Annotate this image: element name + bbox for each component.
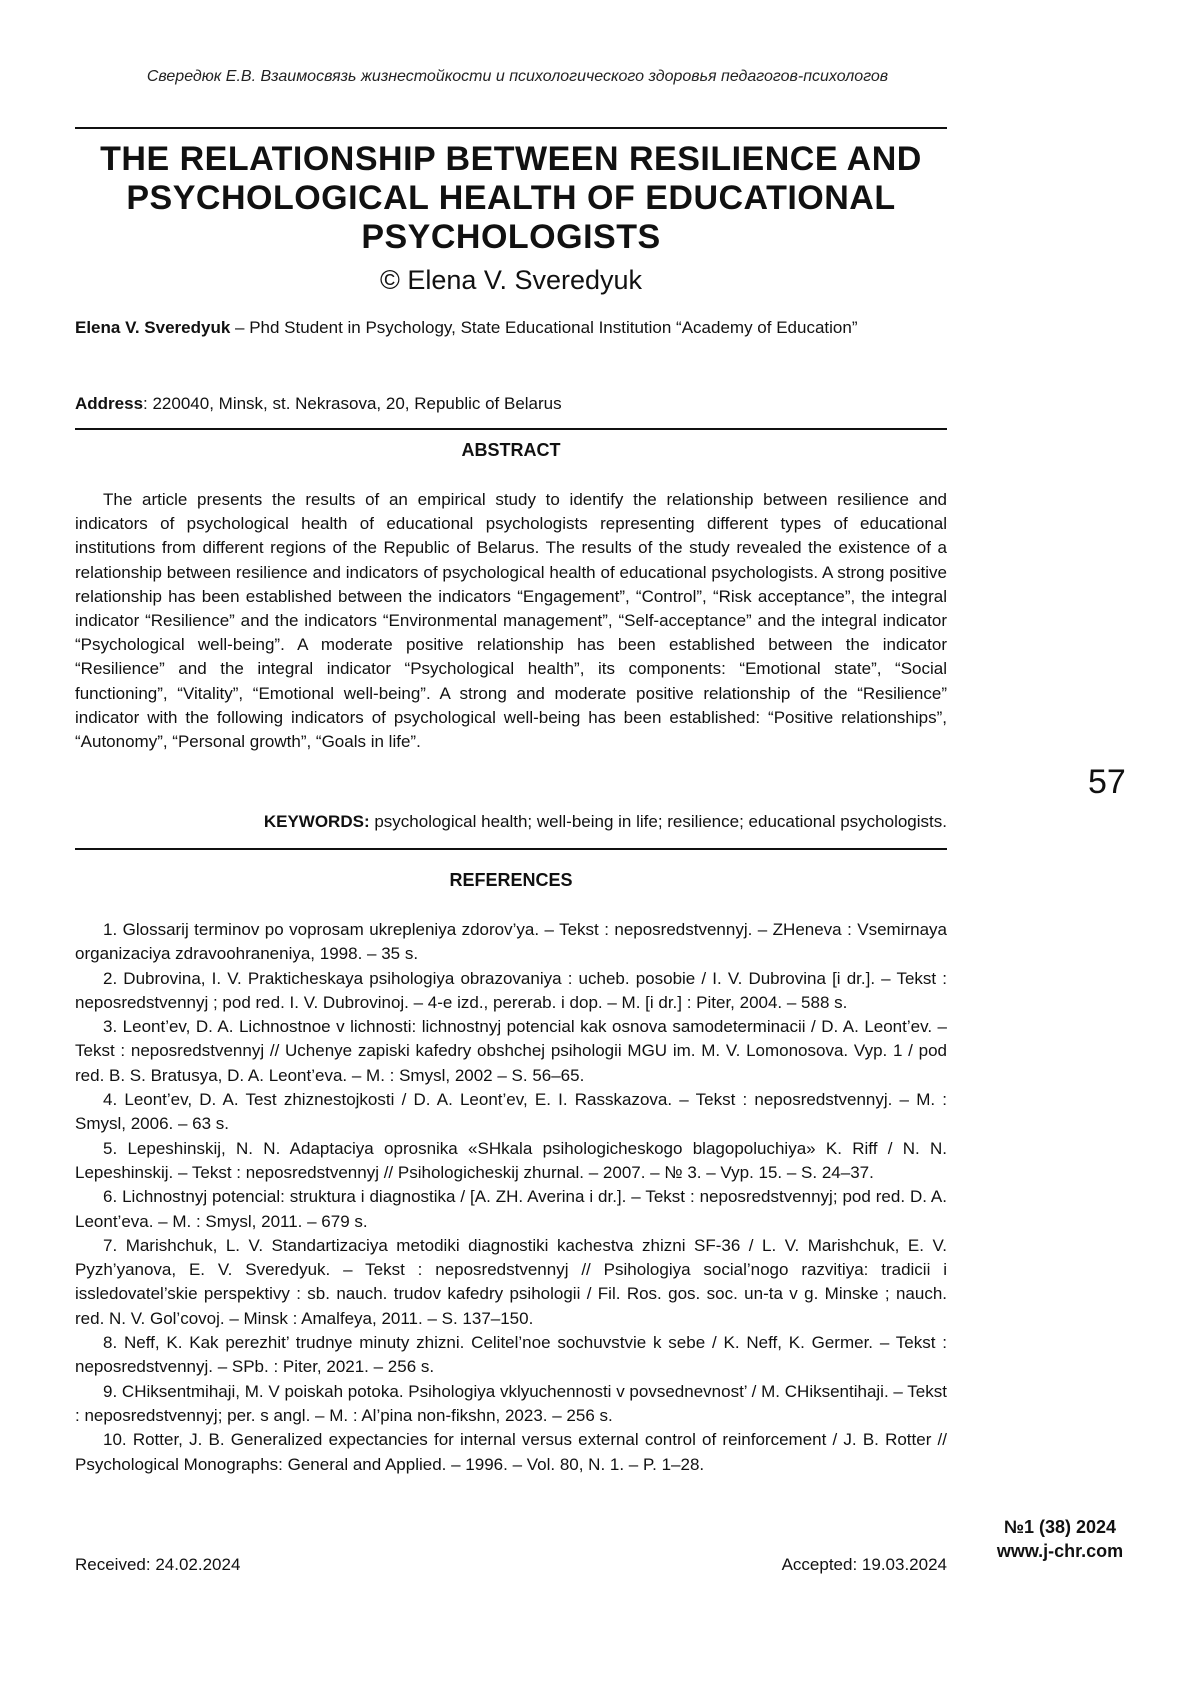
address-text: : 220040, Minsk, st. Nekrasova, 20, Republic of Belarus [143,394,562,413]
accepted-date: Accepted: 19.03.2024 [781,1555,947,1574]
received-date: Received: 24.02.2024 [75,1555,241,1574]
author-address [75,392,947,416]
abstract-text: The article presents the results of an empirical study to identify the relationship between resilience and indicators of psychological health of educational psychologists representing different types of educational institutions from different regions of the Republic of Belarus. The results of the study revealed the existence of a relationship between resilience and indicators of psychological health of educational psychologists. A strong positive relationship has been established between the indicators “Engagement”, “Control”, “Risk acceptance”, the integral indicator “Resilience” and the indicators “Environmental management”, “Self-acceptance” and the integral indicator “Psychological well-being”. A moderate positive relationship has been established between the indicator “Resilience” and the integral indicator “Psychological health”, its components: “Emotional state”, “Social functioning”, “Vitality”, “Emotional well-being”. A strong and moderate positive relationship of the “Resilience” indicator with the following indicators of psychological well-being has been established: “Positive relationships”, “Autonomy”, “Personal growth”, “Goals in life”. [75,490,947,752]
abstract-heading: ABSTRACT [461,440,561,460]
reference-item: 4. Leont’ev, D. A. Test zhiznestojkosti / D. A. Leont’ev, E. I. Rasskazova. – Tekst : neposredstvennyj. – M. : Smysl, 2006. – 63 s. [75,1090,947,1134]
reference-item: 2. Dubrovina, I. V. Prakticheskaya psihologiya obrazovaniya : ucheb. posobie / I. V. Dubrovina [i dr.]. – Tekst : neposredstvennyj ; pod red. I. V. Dubrovinoj. – 4-e izd., pererab. i dop. – M. [i dr.] : Piter, 2004. – 588 s. [75,968,947,1012]
keywords [75,810,947,834]
journal-website: www.j-chr.com [996,1541,1124,1561]
author-line: © Elena V. Sveredyuk [379,265,643,295]
abstract-top-rule [75,428,947,430]
reference-item: 9. CHiksentmihaji, M. V poiskah potoka. Psihologiya vklyuchennosti v povsednevnost’ / M. CHiksentihaji. – Tekst : neposredstvennyj; per. s angl. – M. : Al’pina non-fikshn, 2023. – 256 s. [75,1381,947,1425]
issue-number: №1 (38) 2024 [1003,1517,1117,1537]
issue-info [975,1515,1145,1563]
author-name: Elena V. Sveredyuk [75,318,231,337]
running-head: Свередюк Е.В. Взаимосвязь жизнестойкости и психологического здоровья педагогов-психологов [146,68,889,85]
reference-item: 5. Lepeshinskij, N. N. Adaptaciya oprosnika «SHkala psihologicheskogo blagopoluchiya» K. Riff / N. N. Lepeshinskij. – Tekst : neposredstvennyj // Psihologicheskij zhurnal. – 2007. – № 3. – Vyp. 15. – S. 24–37. [75,1138,947,1182]
keywords-label: KEYWORDS: [263,812,370,831]
reference-item: 6. Lichnostnyj potencial: struktura i diagnostika / [A. ZH. Averina i dr.]. – Tekst : neposredstvennyj; pod red. D. A. Leont’eva. – M. : Smysl, 2011. – 679 s. [75,1187,947,1231]
references-list [75,918,947,1477]
header-rule [75,127,947,129]
keywords-bottom-rule [75,848,947,850]
reference-item: 8. Neff, K. Kak perezhit’ trudnye minuty zhizni. Celitel’noe sochuvstvie k sebe / K. Neff, K. Germer. – Tekst : neposredstvennyj. – SPb. : Piter, 2021. – 256 s. [75,1333,947,1377]
article-title: THE RELATIONSHIP BETWEEN RESILIENCE AND PSYCHOLOGICAL HEALTH OF EDUCATIONAL PSYCHOLOGISTS [100,140,922,256]
reference-item: 7. Marishchuk, L. V. Standartizaciya metodiki diagnostiki kachestva zhizni SF-36 / L. V. Marishchuk, E. V. Pyzh’yanova, E. V. Sveredyuk. – Tekst : neposredstvennyj // Psihologiya social’nogo razvitiya: tradicii i issledovatel’skie perspektivy : sb. nauch. trudov kafedry psihologii / Fil. Ros. gos. soc. un-ta v g. Minske ; nauch. red. N. V. Gol’covoj. – Minsk : Amalfeya, 2011. – S. 137–150. [75,1235,947,1328]
references-heading: REFERENCES [449,870,573,890]
reference-item: 1. Glossarij terminov po voprosam ukrepleniya zdorov’ya. – Tekst : neposredstvennyj. – ZHeneva : Vsemirnaya organizaciya zdravoohraneniya, 1998. – 35 s. [75,920,947,964]
reference-item: 3. Leont’ev, D. A. Lichnostnoe v lichnosti: lichnostnyj potencial kak osnova samodeterminacii / D. A. Leont’ev. – Tekst : neposredstvennyj // Uchenye zapiski kafedry obshchej psihologii MGU im. M. V. Lomonosova. Vyp. 1 / pod red. B. S. Bratusya, D. A. Leont’eva. – M. : Smysl, 2002 – S. 56–65. [75,1017,947,1085]
address-label: Address [75,394,144,413]
author-affiliation [75,316,947,340]
page-number: 57 [1088,763,1126,801]
keywords-text: psychological health; well-being in life; resilience; educational psychologists. [369,812,947,831]
affiliation-text: – Phd Student in Psychology, State Educational Institution “Academy of Education” [230,318,858,337]
reference-item: 10. Rotter, J. B. Generalized expectancies for internal versus external control of reinforcement / J. B. Rotter // Psychological Monographs: General and Applied. – 1996. – Vol. 80, N. 1. – P. 1–28. [75,1430,947,1474]
